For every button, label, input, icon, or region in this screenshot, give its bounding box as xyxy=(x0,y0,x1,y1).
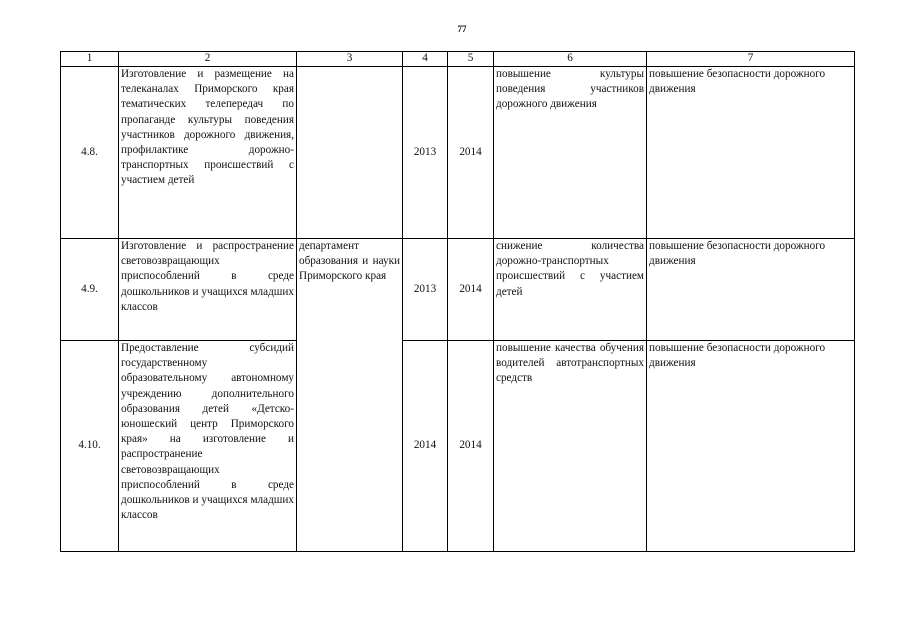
column-header: 5 xyxy=(448,52,494,67)
column-header: 7 xyxy=(647,52,855,67)
measures-table xyxy=(60,51,855,552)
column-header: 6 xyxy=(494,52,647,67)
expected-result: повышение культуры поведения участников дорожного движения xyxy=(494,67,647,239)
item-number: 4.8. xyxy=(61,67,119,239)
column-header: 4 xyxy=(403,52,448,67)
start-year: 2014 xyxy=(403,341,448,552)
target-indicator: повышение безопасности дорожного движения xyxy=(647,239,855,341)
end-year: 2014 xyxy=(448,341,494,552)
start-year: 2013 xyxy=(403,239,448,341)
measure-description: Изготовление и распространение световозвращающих приспособлений в среде дошкольников и учащихся младших классов xyxy=(119,239,297,341)
table-row xyxy=(61,239,855,341)
expected-result: повышение качества обучения водителей автотранспортных средств xyxy=(494,341,647,552)
measure-description: Изготовление и размещение на телеканалах Приморского края тематических телепередач по пропаганде культуры поведения участников дорожного движения, профилактике дорожно-транспортных происшествий с участием детей xyxy=(119,67,297,239)
measure-description: Предоставление субсидий государственному образовательному автономному учреждению дополнительного образования детей «Детско-юношеский центр Приморского края» на изготовление и распространение световозвращающих приспособлений в среде дошкольников и учащихся младших классов xyxy=(119,341,297,552)
table-row xyxy=(61,341,855,552)
column-header: 2 xyxy=(119,52,297,67)
column-header: 3 xyxy=(297,52,403,67)
column-header-row xyxy=(61,52,855,67)
column-header: 1 xyxy=(61,52,119,67)
table-row xyxy=(61,67,855,239)
target-indicator: повышение безопасности дорожного движения xyxy=(647,341,855,552)
item-number: 4.10. xyxy=(61,341,119,552)
item-number: 4.9. xyxy=(61,239,119,341)
end-year: 2014 xyxy=(448,239,494,341)
executor-cell-empty xyxy=(297,67,403,239)
start-year: 2013 xyxy=(403,67,448,239)
executor-cell: департамент образования и науки Приморского края xyxy=(297,239,403,552)
end-year: 2014 xyxy=(448,67,494,239)
target-indicator: повышение безопасности дорожного движения xyxy=(647,67,855,239)
expected-result: снижение количества дорожно-транспортных происшествий с участием детей xyxy=(494,239,647,341)
page-number: 77 xyxy=(457,24,467,34)
